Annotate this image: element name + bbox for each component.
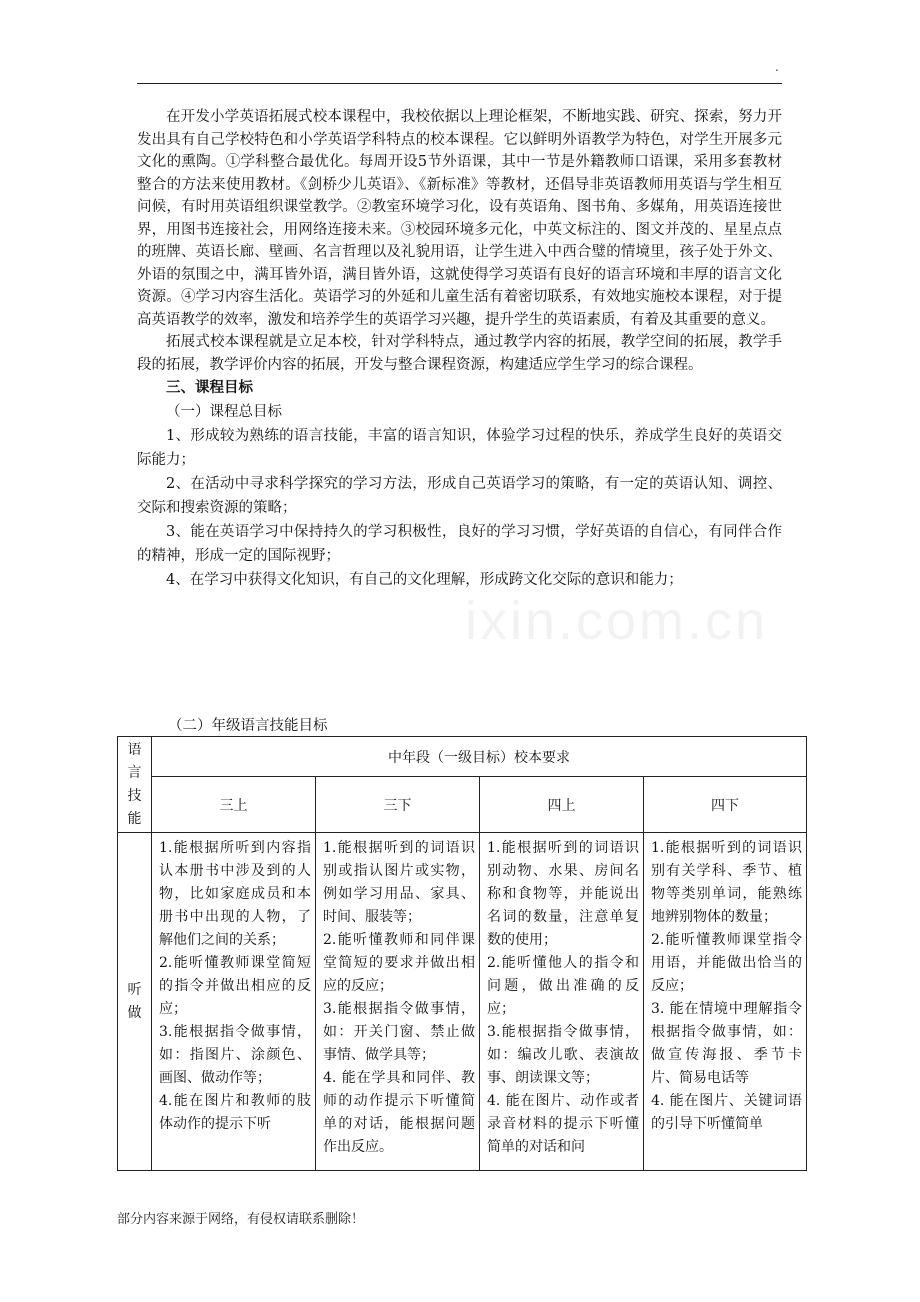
column-header-grade: 四下 — [644, 777, 807, 833]
subsection-heading-2: （二）年级语言技能目标 — [168, 718, 328, 734]
section-heading: 三、课程目标 — [166, 379, 253, 396]
subsection-heading-1: （一）课程总目标 — [166, 404, 282, 420]
intro-paragraph-2: 拓展式校本课程就是立足本校，针对学科特点，通过教学内容的拓展，教学空间的拓展，教学手段的拓展，教学评价内容的拓展，开发与整合课程资源，构建适应学生学习的综合课程。 — [137, 334, 782, 373]
goal-item: 3、能在英语学习中保持持久的学习积极性，良好的学习习惯，学好英语的自信心，有同伴合作的精神，形成一定的国际视野； — [137, 524, 782, 564]
column-header-grade: 三下 — [316, 777, 480, 833]
goal-item: 2、在活动中寻求科学探究的学习方法，形成自己英语学习的策略，有一定的英语认知、调控、交际和搜索资源的策略； — [137, 476, 782, 516]
column-header-grade: 三上 — [152, 777, 316, 833]
header-dot: . — [775, 60, 779, 74]
main-header: 中年段（一级目标）校本要求 — [152, 737, 807, 777]
intro-paragraph-1: 在开发小学英语拓展式校本课程中，我校依据以上理论框架，不断地实践、研究、探索，努力开发出具有自己学校特色和小学英语学科特点的校本课程。它以鲜明外语教学为特色，对学生开展多元文化的熏陶。①学科整合最优化。每周开设5节外语课，其中一节是外籍教师口语课，采用多套教材整合的方法来使用教材。《剑桥少儿英语》、《新标准》等教材，还倡导非英语教师用英语与学生相互问候，有时用英语组织课堂教学。②教室环境学习化，设有英语角、图书角、多媒角，用英语连接世界，用图书连接社会，用网络连接未来。③校园环境多元化，中英文标注的、图文并茂的、星星点点的班牌、英语长廊、壁画、名言哲理以及礼貌用语，让学生进入中西合璧的情境里，孩子处于外文、外语的氛围之中，满耳皆外语，满目皆外语，这就使得学习英语有良好的语言环境和丰厚的语言文化资源。④学习内容生活化。英语学习的外延和儿童生活有着密切联系，有效地实施校本课程，对于提高英语教学的效率，激发和培养学生的英语学习兴趣，提升学生的英语素质，有着及其重要的意义。 — [137, 109, 782, 328]
goal-item: 4、在学习中获得文化知识，有自己的文化理解，形成跨文化交际的意识和能力； — [166, 572, 683, 588]
skills-table — [117, 736, 807, 1171]
watermark: ixin.com.cn — [465, 591, 769, 651]
column-header-grade: 四上 — [480, 777, 644, 833]
header-rule — [137, 83, 782, 84]
document-body — [137, 106, 782, 592]
table-cell: 1.能根据听到的词语识别动物、水果、房间名称和食物等，并能说出名词的数量，注意单复数的使用； 2.能听懂他人的指令和问题，做出准确的反应； 3.能根据指令做事情，如：编改儿歌、表演故事、朗读课文等； 4. 能在图片、动作或者录音材料的提示下听懂简单的对话和问 — [480, 833, 644, 1171]
table-cell: 1.能根据所听到内容指认本册书中涉及到的人物，比如家庭成员和本册书中出现的人物，了解他们之间的关系； 2.能听懂教师课堂简短的指令并做出相应的反应； 3.能根据指令做事情，如：指图片、涂颜色、画图、做动作等； 4.能在图片和教师的肢体动作的提示下听 — [152, 833, 316, 1171]
footer-note: 部分内容来源于网络，有侵权请联系删除！ — [117, 1212, 365, 1227]
table-cell: 1.能根据听到的词语识别或指认图片或实物，例如学习用品、家具、时间、服装等； 2.能听懂教师和同伴课堂简短的要求并做出相应的反应； 3.能根据指令做事情，如：开关门窗、禁止做事情、做学具等； 4. 能在学具和同伴、教师的动作提示下听懂简单的对话，能根据问题作出反应。 — [316, 833, 480, 1171]
corner-header: 语 言 技 能 — [118, 737, 152, 833]
table-cell: 1.能根据听到的词语识别有关学科、季节、植物等类别单词，能熟练地辨别物体的数量； 2.能听懂教师课堂指令用语，并能做出恰当的反应； 3. 能在情境中理解指令根据指令做事情，如：做宣传海报、季节卡片、简易电话等 4. 能在图片、关键词语的引导下听懂简单 — [644, 833, 807, 1171]
row-label-listen-do: 听 做 — [118, 833, 152, 1171]
goal-item: 1、形成较为熟练的语言技能，丰富的语言知识，体验学习过程的快乐，养成学生良好的英语交际能力； — [137, 428, 782, 468]
